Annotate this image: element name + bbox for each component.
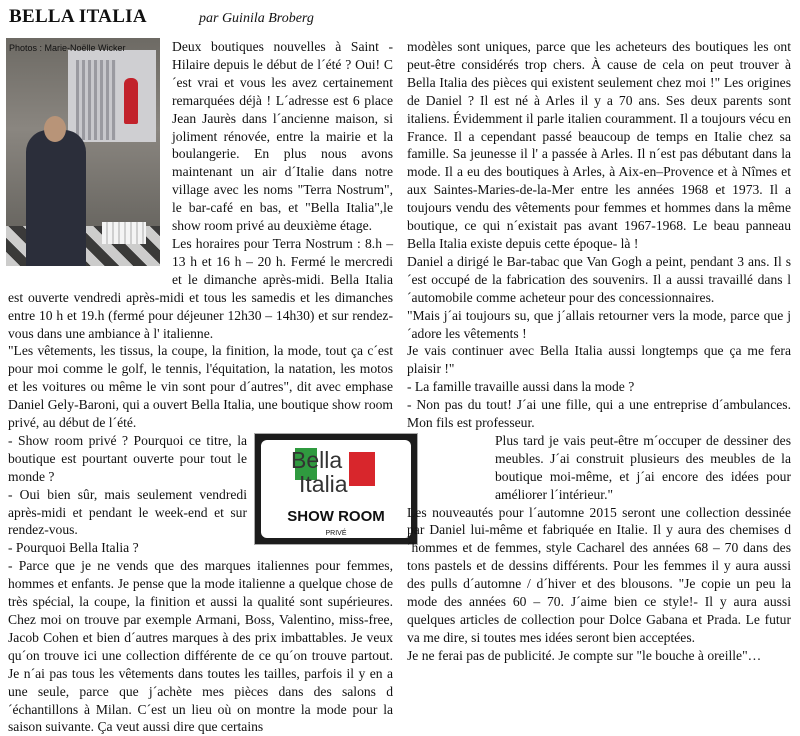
paragraph: "Mais j´ai toujours su, que j´allais retourner vers la mode, parce que j´adore les vêtements ! — [407, 307, 791, 341]
cathedral-image — [76, 60, 116, 140]
paragraph: Daniel a dirigé le Bar-tabac que Van Gogh a peint, pendant 3 ans. Il s´est occupé de la fabrication des souvenirs. Il a aussi travaillé dans l´automobile comme acheteur pour des concessionnaires. — [407, 253, 791, 305]
paragraph: Deux boutiques nouvelles à Saint - Hilaire depuis le début de l´été ? Oui! C´est vrai et vous les avez certainement remarquées déjà ! L´adresse est 6 place Jean Jaurès dans l´ancienne maison, si joliment rénovée, entre la mairie et la boulangerie. En plus nous avons maintenant un air d´Italie dans notre village avec les noms "Terra Nostrum", le bar-café en bas, et "Bella Italia",le show room privé au deuxième étage. — [172, 39, 393, 234]
paragraph: - La famille travaille aussi dans la mode ? — [407, 379, 635, 395]
paragraph: "Les vêtements, les tissus, la coupe, la finition, la mode, tout ça c´est pour moi comme le golf, le tennis, l'équitation, la natation, les motos et les voitures ou même le vin sont pour d´autres", dit avec emphase Daniel Gely-Baroni, qui a ouvert Bella Italia, une boutique show room privé, au début de l´été. — [8, 343, 393, 431]
paragraph: Les nouveautés pour l´automne 2015 seront une collection dessinée par Daniel lui-même et fabriquée en Italie. Il y aura des chemises d´hommes et de femmes, style Cacharel des années 68 – 70 dans des tons pastels et de dessins différents. Pour les femmes il y aura aussi des pulls d´automne / d´hiver et des blousons. "Je copie un peu la mode des années 60 – 70. J´aime bien ce style!- Il y aura aussi quelques articles de collection pour Dolce Gabana et Prada. Le futur va me dire, si toutes mes idées seront bien acceptées. — [407, 504, 791, 645]
logo-text: Bella — [291, 446, 343, 473]
paragraph: - Parce que je ne vends que des marques italiennes pour femmes, hommes et enfants. Je pense que la mode italienne a quelque chose de très spécial, la coupe, la finition et aussi la qualité sont supérieures. Chez moi on trouve par exemple Armani, Boss, Valentino, miss-free, Jacob Cohen et bien d´autres marques à des prix imbattables. Je veux qu´on trouve ici une collection différente de ce qu´on trouve partout. Je n´ai pas tous les vêtements dans toutes les tailles, parfois il y en a une seule, parce que j´achète mes pièces dans des salons d´échantillons à Milan. C´est un lieu où on montre la mode pour la saison suivante. Ça veut aussi dire que certains — [8, 558, 393, 735]
paragraph: - Pourquoi Bella Italia ? — [8, 540, 139, 556]
photo-credit: Photos : Marie-Noëlle Wicker — [9, 43, 126, 53]
article-title: BELLA ITALIA — [9, 6, 147, 27]
logo-text: PRIVÉ — [325, 529, 347, 537]
logo-text: SHOW ROOM — [287, 507, 385, 525]
text-column-left — [8, 38, 393, 736]
paragraph: - Oui bien sûr, mais seulement vendredi après-midi et pendant le week-end et sur rendez-vous. — [8, 486, 247, 538]
boutique-photo — [6, 38, 160, 266]
paragraph: modèles sont uniques, parce que les acheteurs des boutiques les ont peut-être considérés trop chers. À cause de cela on peut trouver à Bella Italia des pièces qui existent seulement chez moi !" Les origines de Daniel ? Il est né à Arles il y a 70 ans. Ses deux parents sont italiens. Évidemment il parle italien couramment. Il a toujours vécu en France. Il a cependant passé beaucoup de temps en Italie chez sa famille. Sa jeunesse il l' a passée à Arles. Il n´est pas débutant dans la mode. Il a eu des boutiques à Arles, à Aix-en–Provence et à Nîmes et aux Saintes-Maries-de-la-Mer entre les années 1968 et 1973. Il a toujours vendu des vêtements pour femmes et hommes dans la même boutique, ce qui n´existait pas avant 1967-1968. Le beau panneau Bella Italia existe depuis cette époque- là ! — [407, 39, 791, 251]
text-column-right — [407, 38, 791, 665]
paragraph: Je ne ferai pas de publicité. Je compte sur "le bouche à oreille"… — [407, 647, 762, 663]
red-dress-image — [124, 78, 138, 124]
paragraph: Les horaires pour Terra Nostrum : 8.h – 13 h et 16 h – 20 h. Fermé le mercredi et le dimanche après-midi. Bella Italia est ouverte vendredi après-midi et tous les samedis et les dimanches entre 10 h et 19.h (fermé pour déjeuner 12h30 – 14h30) et sur rendez-vous dans une ambiance à l' italienne. — [8, 235, 393, 341]
paragraph: Plus tard je vais peut-être m´occuper de dessiner des meubles. J´ai construit plusieurs des meubles de la boutique moi-même, et j´ai encore des idées pour améliorer l´intérieur." — [495, 432, 791, 502]
paragraph: Je vais continuer avec Bella Italia aussi longtemps que ça me fera plaisir !" — [407, 343, 791, 377]
paragraph: - Non pas du tout! J´ai une fille, qui a une entreprise d´ambulances. Mon fils est professeur. — [407, 397, 791, 431]
person-figure — [26, 130, 86, 266]
logo-text: Italia — [299, 470, 348, 497]
author-byline: par Guinila Broberg — [199, 11, 314, 26]
bella-italia-logo — [255, 434, 417, 544]
paragraph: - Show room privé ? Pourquoi ce titre, la boutique est pourtant ouverte pour tout le monde ? — [8, 432, 247, 484]
